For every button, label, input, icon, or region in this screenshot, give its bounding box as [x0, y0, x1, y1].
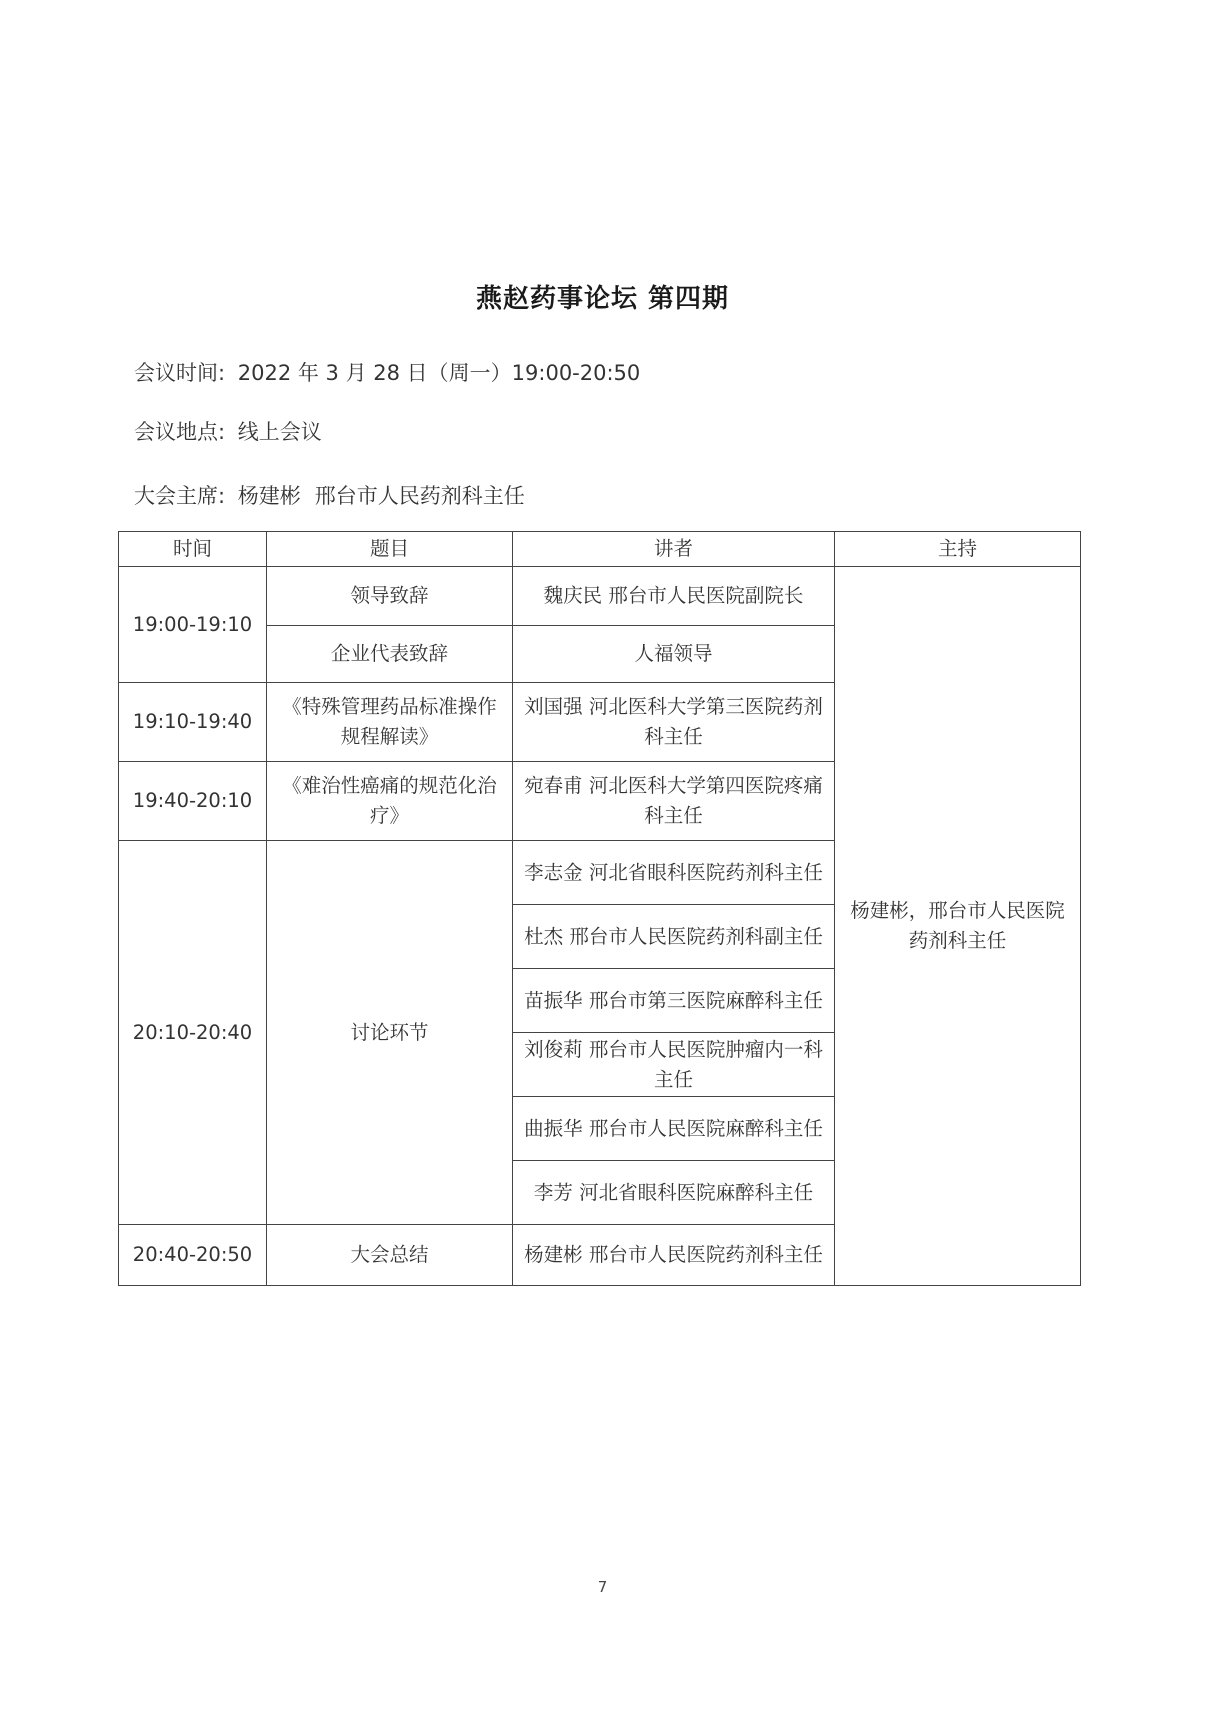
time-cell: 19:10-19:40: [119, 683, 267, 762]
meeting-place-label: 会议地点:: [134, 420, 226, 444]
meeting-time-label: 会议时间:: [134, 361, 226, 385]
speaker-cell: 人福领导: [513, 626, 835, 683]
speaker-cell: 苗振华 邢台市第三医院麻醉科主任: [513, 969, 835, 1033]
speaker-cell: 李芳 河北省眼科医院麻醉科主任: [513, 1161, 835, 1225]
chair-name: 杨建彬: [237, 484, 301, 508]
topic-cell: 领导致辞: [267, 567, 513, 626]
speaker-cell: 宛春甫 河北医科大学第四医院疼痛科主任: [513, 762, 835, 841]
table-row: [119, 567, 1081, 626]
time-cell: 20:40-20:50: [119, 1225, 267, 1286]
speaker-cell: 刘国强 河北医科大学第三医院药剂科主任: [513, 683, 835, 762]
page-number: 7: [597, 1578, 608, 1596]
time-cell: 19:40-20:10: [119, 762, 267, 841]
time-cell: 19:00-19:10: [119, 567, 267, 683]
speaker-cell: 杜杰 邢台市人民医院药剂科副主任: [513, 905, 835, 969]
host-cell: 杨建彬，邢台市人民医院药剂科主任: [835, 567, 1081, 1286]
chair-line: [134, 480, 525, 510]
time-cell: 20:10-20:40: [119, 841, 267, 1225]
topic-cell: 《难治性癌痛的规范化治疗》: [267, 762, 513, 841]
header-speaker: 讲者: [513, 532, 835, 567]
speaker-cell: 魏庆民 邢台市人民医院副院长: [513, 567, 835, 626]
page-title: 燕赵药事论坛 第四期: [475, 284, 730, 314]
header-topic: 题目: [267, 532, 513, 567]
speaker-cell: 杨建彬 邢台市人民医院药剂科主任: [513, 1225, 835, 1286]
topic-cell: 讨论环节: [267, 841, 513, 1225]
meeting-time-value: 2022 年 3 月 28 日（周一）19:00-20:50: [237, 361, 641, 385]
header-host: 主持: [835, 532, 1081, 567]
topic-cell: 企业代表致辞: [267, 626, 513, 683]
speaker-cell: 刘俊莉 邢台市人民医院肿瘤内一科主任: [513, 1033, 835, 1097]
meeting-time-line: [134, 357, 640, 387]
chair-label: 大会主席:: [134, 484, 226, 508]
speaker-cell: 李志金 河北省眼科医院药剂科主任: [513, 841, 835, 905]
topic-cell: 大会总结: [267, 1225, 513, 1286]
chair-title: 邢台市人民药剂科主任: [314, 484, 525, 508]
topic-cell: 《特殊管理药品标准操作规程解读》: [267, 683, 513, 762]
header-time: 时间: [119, 532, 267, 567]
meeting-place-line: [134, 416, 322, 446]
table-header-row: [119, 532, 1081, 567]
meeting-place-value: 线上会议: [237, 420, 322, 444]
speaker-cell: 曲振华 邢台市人民医院麻醉科主任: [513, 1097, 835, 1161]
agenda-table: [118, 531, 1081, 1286]
